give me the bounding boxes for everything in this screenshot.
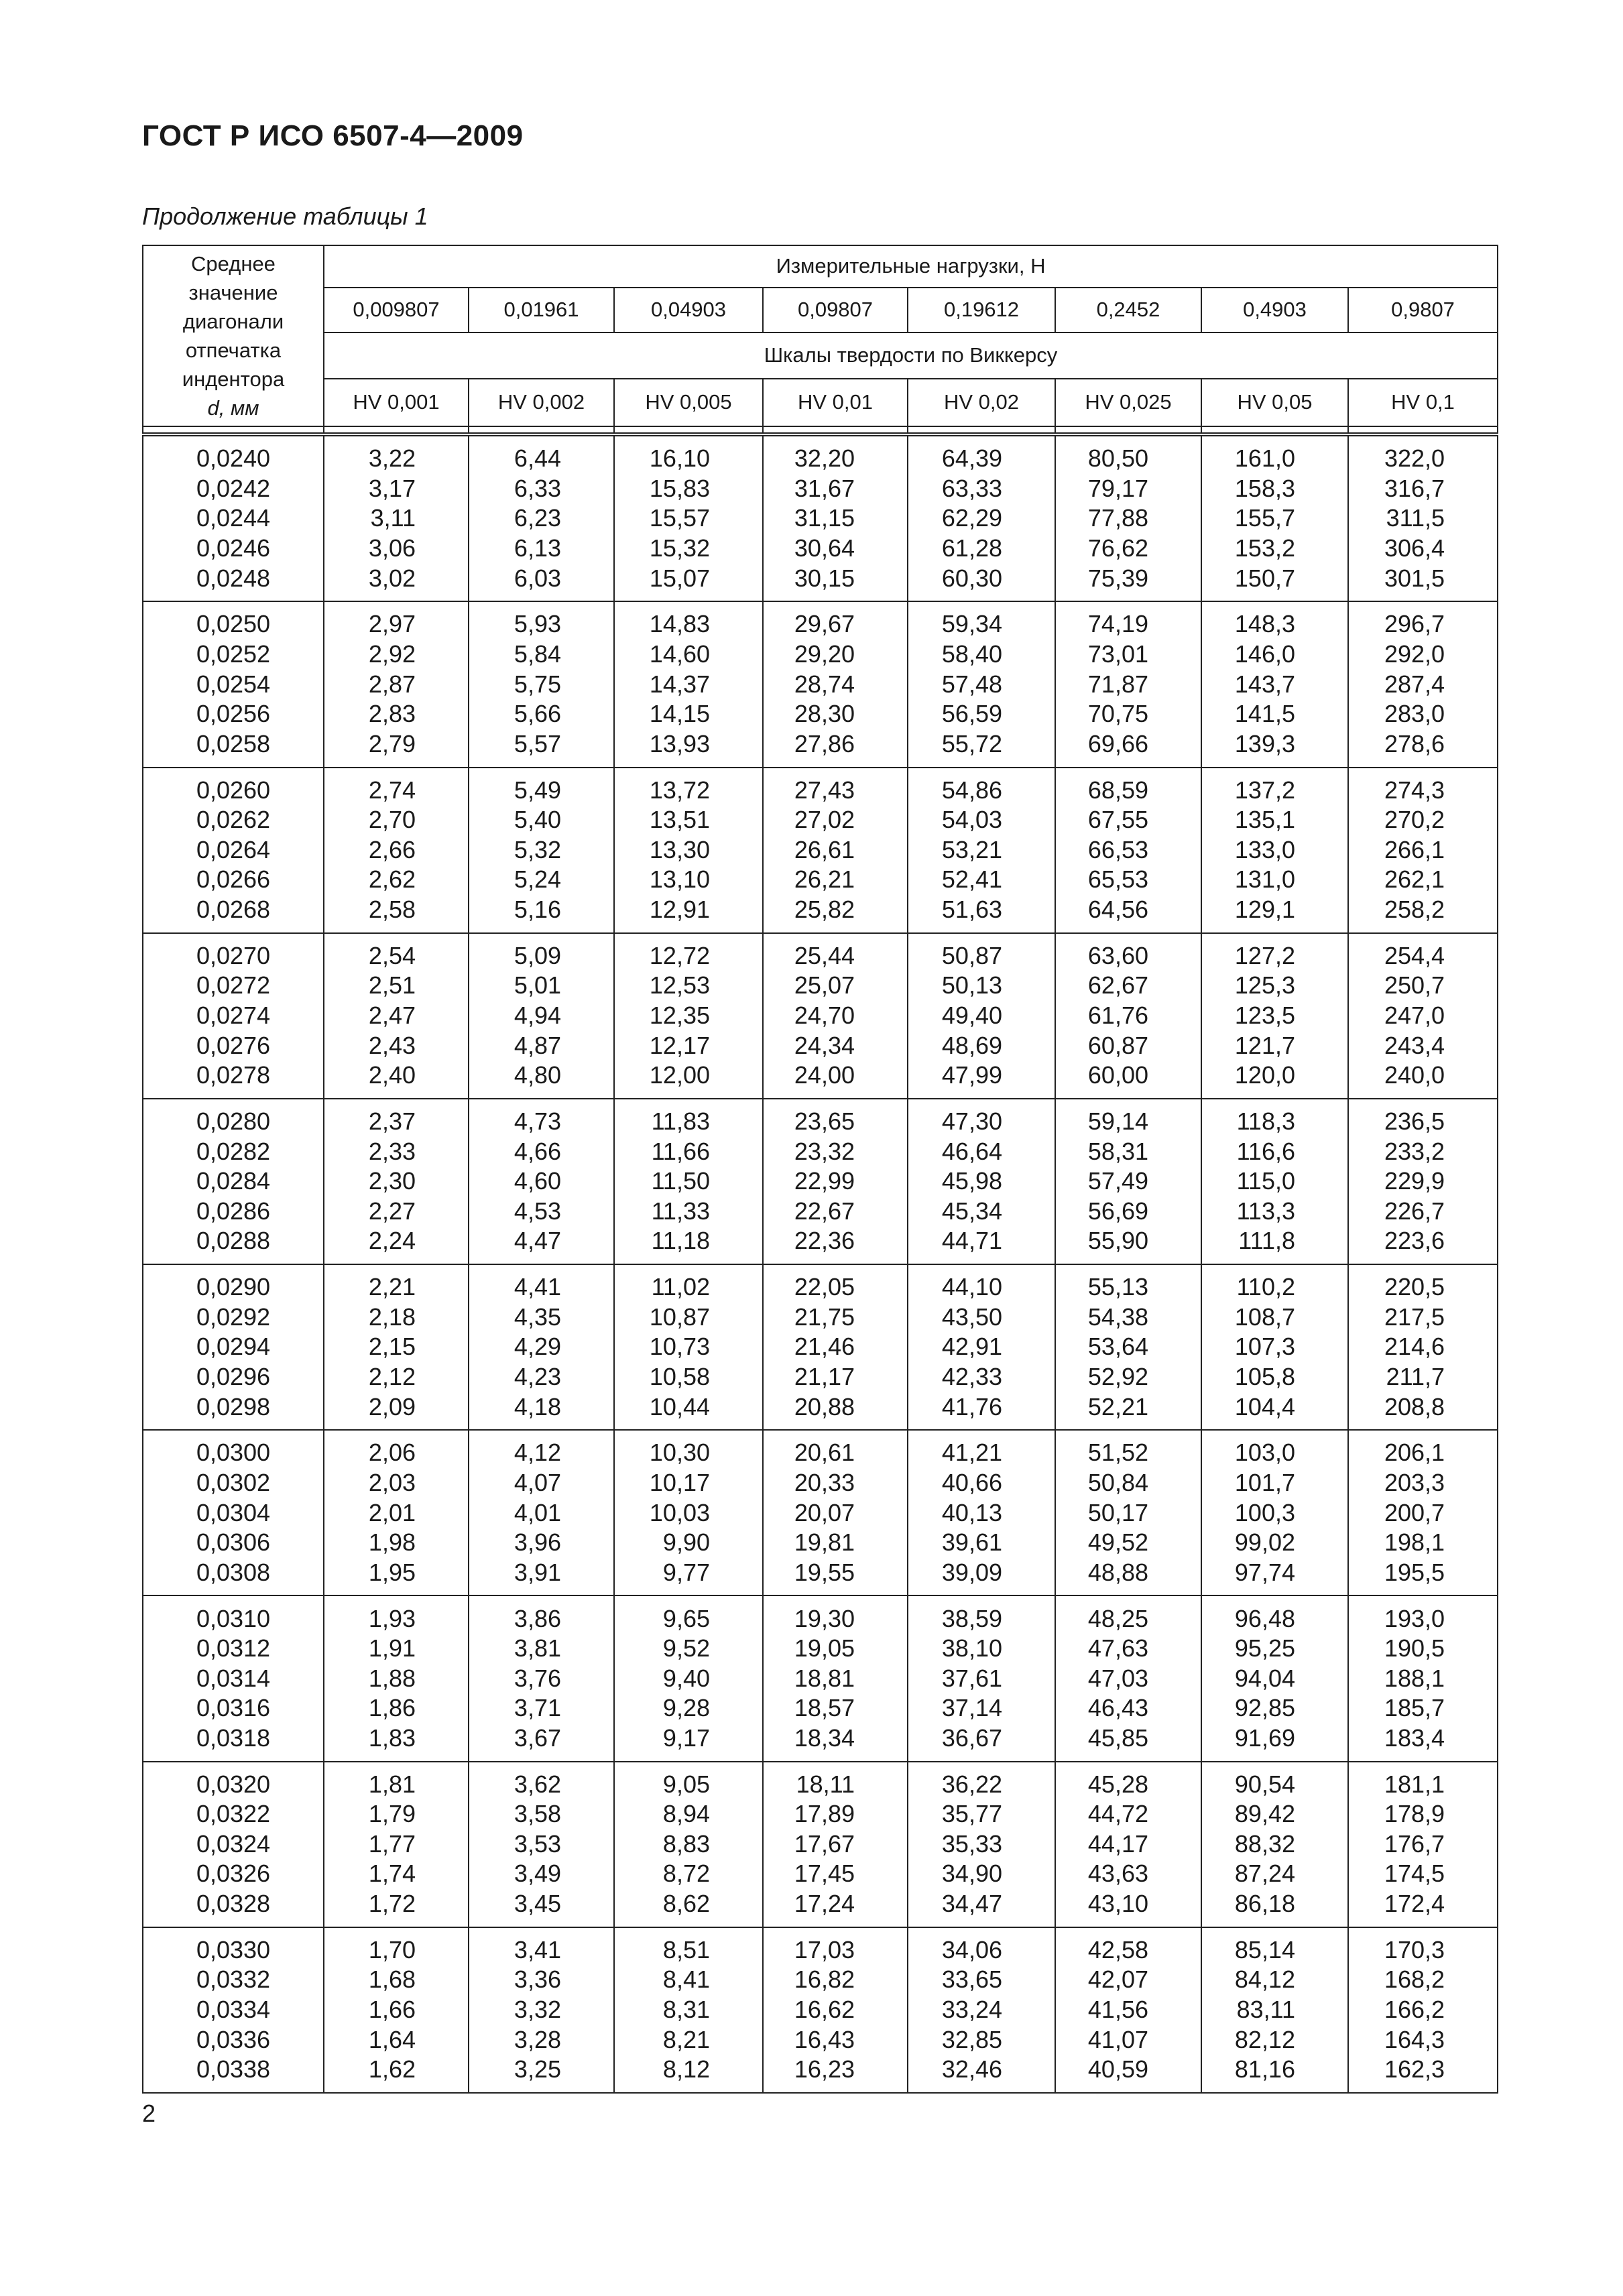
document-title: ГОСТ Р ИСО 6507-4—2009 xyxy=(142,119,524,152)
hardness-cell: 181,1 178,9 176,7 174,5 172,4 xyxy=(1348,1762,1498,1927)
hardness-cell: 4,73 4,66 4,60 4,53 4,47 xyxy=(469,1099,614,1264)
hardness-cell: 63,60 62,67 61,76 60,87 60,00 xyxy=(1055,933,1201,1099)
hardness-cell: 59,14 58,31 57,49 56,69 55,90 xyxy=(1055,1099,1201,1264)
hardness-cell: 5,93 5,84 5,75 5,66 5,57 xyxy=(469,601,614,767)
hardness-cell: 3,41 3,36 3,32 3,28 3,25 xyxy=(469,1927,614,2093)
diagonal-cell: 0,0300 0,0302 0,0304 0,0306 0,0308 xyxy=(143,1430,324,1595)
hardness-cell: 32,20 31,67 31,15 30,64 30,15 xyxy=(763,434,908,601)
hardness-cell: 10,30 10,17 10,03 9,90 9,77 xyxy=(614,1430,763,1595)
hardness-cell: 8,51 8,41 8,31 8,21 8,12 xyxy=(614,1927,763,2093)
hardness-cell: 127,2 125,3 123,5 121,7 120,0 xyxy=(1201,933,1348,1099)
hardness-cell: 2,06 2,03 2,01 1,98 1,95 xyxy=(324,1430,469,1595)
hardness-cell: 2,21 2,18 2,15 2,12 2,09 xyxy=(324,1264,469,1430)
hardness-cell: 41,21 40,66 40,13 39,61 39,09 xyxy=(908,1430,1055,1595)
hardness-cell: 80,50 79,17 77,88 76,62 75,39 xyxy=(1055,434,1201,601)
hardness-cell: 137,2 135,1 133,0 131,0 129,1 xyxy=(1201,768,1348,933)
load-header: 0,19612 xyxy=(908,288,1055,333)
hardness-cell: 42,58 42,07 41,56 41,07 40,59 xyxy=(1055,1927,1201,2093)
diagonal-cell: 0,0290 0,0292 0,0294 0,0296 0,0298 xyxy=(143,1264,324,1430)
diagonal-header-line: Среднее xyxy=(191,252,276,276)
hardness-cell: 118,3 116,6 115,0 113,3 111,8 xyxy=(1201,1099,1348,1264)
scale-header: HV 0,05 xyxy=(1201,379,1348,426)
hardness-cell: 3,22 3,17 3,11 3,06 3,02 xyxy=(324,434,469,601)
diagonal-header-line: отпечатка xyxy=(185,339,282,362)
hardness-cell: 64,39 63,33 62,29 61,28 60,30 xyxy=(908,434,1055,601)
separator-cell xyxy=(143,426,324,434)
load-header: 0,2452 xyxy=(1055,288,1201,333)
hardness-cell: 6,44 6,33 6,23 6,13 6,03 xyxy=(469,434,614,601)
load-header: 0,009807 xyxy=(324,288,469,333)
loads-group-header: Измерительные нагрузки, Н xyxy=(324,245,1498,288)
hardness-cell: 1,93 1,91 1,88 1,86 1,83 xyxy=(324,1595,469,1761)
hardness-cell: 50,87 50,13 49,40 48,69 47,99 xyxy=(908,933,1055,1099)
scale-header: HV 0,01 xyxy=(763,379,908,426)
table-row-group xyxy=(143,1099,1498,1264)
hardness-cell: 19,30 19,05 18,81 18,57 18,34 xyxy=(763,1595,908,1761)
hardness-cell: 22,05 21,75 21,46 21,17 20,88 xyxy=(763,1264,908,1430)
hardness-cell: 322,0 316,7 311,5 306,4 301,5 xyxy=(1348,434,1498,601)
hardness-cell: 12,72 12,53 12,35 12,17 12,00 xyxy=(614,933,763,1099)
scales-group-header: Шкалы твердости по Виккерсу xyxy=(324,333,1498,379)
hardness-cell: 48,25 47,63 47,03 46,43 45,85 xyxy=(1055,1595,1201,1761)
hardness-cell: 220,5 217,5 214,6 211,7 208,8 xyxy=(1348,1264,1498,1430)
diagonal-cell: 0,0330 0,0332 0,0334 0,0336 0,0338 xyxy=(143,1927,324,2093)
hardness-table xyxy=(142,245,1498,2094)
hardness-cell: 9,65 9,52 9,40 9,28 9,17 xyxy=(614,1595,763,1761)
hardness-cell: 47,30 46,64 45,98 45,34 44,71 xyxy=(908,1099,1055,1264)
hardness-cell: 274,3 270,2 266,1 262,1 258,2 xyxy=(1348,768,1498,933)
table-row-group xyxy=(143,1927,1498,2093)
diagonal-header-line: индентора xyxy=(182,367,285,391)
separator-cell xyxy=(1055,426,1201,434)
hardness-cell: 74,19 73,01 71,87 70,75 69,66 xyxy=(1055,601,1201,767)
scale-header: HV 0,005 xyxy=(614,379,763,426)
hardness-cell: 27,43 27,02 26,61 26,21 25,82 xyxy=(763,768,908,933)
diagonal-cell: 0,0270 0,0272 0,0274 0,0276 0,0278 xyxy=(143,933,324,1099)
hardness-cell: 3,62 3,58 3,53 3,49 3,45 xyxy=(469,1762,614,1927)
separator-cell xyxy=(1348,426,1498,434)
hardness-cell: 96,48 95,25 94,04 92,85 91,69 xyxy=(1201,1595,1348,1761)
hardness-cell: 23,65 23,32 22,99 22,67 22,36 xyxy=(763,1099,908,1264)
hardness-cell: 2,97 2,92 2,87 2,83 2,79 xyxy=(324,601,469,767)
scale-header: HV 0,001 xyxy=(324,379,469,426)
hardness-cell: 13,72 13,51 13,30 13,10 12,91 xyxy=(614,768,763,933)
load-header: 0,4903 xyxy=(1201,288,1348,333)
hardness-cell: 14,83 14,60 14,37 14,15 13,93 xyxy=(614,601,763,767)
table-row-group xyxy=(143,1430,1498,1595)
table-caption: Продолжение таблицы 1 xyxy=(142,202,428,230)
diagonal-cell: 0,0250 0,0252 0,0254 0,0256 0,0258 xyxy=(143,601,324,767)
hardness-cell: 55,13 54,38 53,64 52,92 52,21 xyxy=(1055,1264,1201,1430)
hardness-cell: 3,86 3,81 3,76 3,71 3,67 xyxy=(469,1595,614,1761)
separator-cell xyxy=(469,426,614,434)
load-header: 0,01961 xyxy=(469,288,614,333)
diagonal-cell: 0,0240 0,0242 0,0244 0,0246 0,0248 xyxy=(143,434,324,601)
separator-cell xyxy=(324,426,469,434)
diagonal-cell: 0,0320 0,0322 0,0324 0,0326 0,0328 xyxy=(143,1762,324,1927)
diagonal-cell: 0,0310 0,0312 0,0314 0,0316 0,0318 xyxy=(143,1595,324,1761)
table-row-group xyxy=(143,434,1498,601)
hardness-cell: 16,10 15,83 15,57 15,32 15,07 xyxy=(614,434,763,601)
hardness-cell: 59,34 58,40 57,48 56,59 55,72 xyxy=(908,601,1055,767)
hardness-cell: 51,52 50,84 50,17 49,52 48,88 xyxy=(1055,1430,1201,1595)
table-body xyxy=(143,434,1498,2093)
hardness-cell: 36,22 35,77 35,33 34,90 34,47 xyxy=(908,1762,1055,1927)
hardness-cell: 44,10 43,50 42,91 42,33 41,76 xyxy=(908,1264,1055,1430)
hardness-cell: 11,02 10,87 10,73 10,58 10,44 xyxy=(614,1264,763,1430)
hardness-cell: 17,03 16,82 16,62 16,43 16,23 xyxy=(763,1927,908,2093)
hardness-cell: 148,3 146,0 143,7 141,5 139,3 xyxy=(1201,601,1348,767)
hardness-cell: 20,61 20,33 20,07 19,81 19,55 xyxy=(763,1430,908,1595)
table-row-group xyxy=(143,1264,1498,1430)
table-row-group xyxy=(143,768,1498,933)
hardness-cell: 54,86 54,03 53,21 52,41 51,63 xyxy=(908,768,1055,933)
table-row-group xyxy=(143,933,1498,1099)
hardness-cell: 34,06 33,65 33,24 32,85 32,46 xyxy=(908,1927,1055,2093)
separator-cell xyxy=(908,426,1055,434)
hardness-cell: 9,05 8,94 8,83 8,72 8,62 xyxy=(614,1762,763,1927)
hardness-cell: 161,0 158,3 155,7 153,2 150,7 xyxy=(1201,434,1348,601)
scale-header: HV 0,1 xyxy=(1348,379,1498,426)
hardness-cell: 68,59 67,55 66,53 65,53 64,56 xyxy=(1055,768,1201,933)
hardness-cell: 5,09 5,01 4,94 4,87 4,80 xyxy=(469,933,614,1099)
separator-cell xyxy=(763,426,908,434)
hardness-cell: 45,28 44,72 44,17 43,63 43,10 xyxy=(1055,1762,1201,1927)
hardness-cell: 110,2 108,7 107,3 105,8 104,4 xyxy=(1201,1264,1348,1430)
hardness-cell: 18,11 17,89 17,67 17,45 17,24 xyxy=(763,1762,908,1927)
separator-cell xyxy=(1201,426,1348,434)
hardness-cell: 4,41 4,35 4,29 4,23 4,18 xyxy=(469,1264,614,1430)
hardness-cell: 103,0 101,7 100,3 99,02 97,74 xyxy=(1201,1430,1348,1595)
table-row-group xyxy=(143,1762,1498,1927)
hardness-cell: 193,0 190,5 188,1 185,7 183,4 xyxy=(1348,1595,1498,1761)
separator-cell xyxy=(614,426,763,434)
hardness-cell: 4,12 4,07 4,01 3,96 3,91 xyxy=(469,1430,614,1595)
header-separator xyxy=(143,426,1498,434)
hardness-cell: 236,5 233,2 229,9 226,7 223,6 xyxy=(1348,1099,1498,1264)
scale-header: HV 0,002 xyxy=(469,379,614,426)
table-row-group xyxy=(143,1595,1498,1761)
hardness-cell: 2,37 2,33 2,30 2,27 2,24 xyxy=(324,1099,469,1264)
hardness-cell: 2,54 2,51 2,47 2,43 2,40 xyxy=(324,933,469,1099)
hardness-cell: 170,3 168,2 166,2 164,3 162,3 xyxy=(1348,1927,1498,2093)
diagonal-column-header xyxy=(143,245,324,426)
hardness-cell: 2,74 2,70 2,66 2,62 2,58 xyxy=(324,768,469,933)
hardness-cell: 206,1 203,3 200,7 198,1 195,5 xyxy=(1348,1430,1498,1595)
diagonal-cell: 0,0260 0,0262 0,0264 0,0266 0,0268 xyxy=(143,768,324,933)
table-row-group xyxy=(143,601,1498,767)
diagonal-header-line: значение xyxy=(188,281,278,304)
load-header: 0,09807 xyxy=(763,288,908,333)
load-header: 0,9807 xyxy=(1348,288,1498,333)
hardness-cell: 85,14 84,12 83,11 82,12 81,16 xyxy=(1201,1927,1348,2093)
hardness-cell: 90,54 89,42 88,32 87,24 86,18 xyxy=(1201,1762,1348,1927)
diagonal-header-line: диагонали xyxy=(182,310,284,333)
diagonal-cell: 0,0280 0,0282 0,0284 0,0286 0,0288 xyxy=(143,1099,324,1264)
page-number: 2 xyxy=(142,2100,156,2127)
hardness-cell: 11,83 11,66 11,50 11,33 11,18 xyxy=(614,1099,763,1264)
hardness-cell: 1,70 1,68 1,66 1,64 1,62 xyxy=(324,1927,469,2093)
diagonal-header-line: d, мм xyxy=(207,396,259,420)
hardness-cell: 5,49 5,40 5,32 5,24 5,16 xyxy=(469,768,614,933)
scale-header: HV 0,025 xyxy=(1055,379,1201,426)
hardness-cell: 1,81 1,79 1,77 1,74 1,72 xyxy=(324,1762,469,1927)
hardness-cell: 25,44 25,07 24,70 24,34 24,00 xyxy=(763,933,908,1099)
load-header: 0,04903 xyxy=(614,288,763,333)
hardness-cell: 254,4 250,7 247,0 243,4 240,0 xyxy=(1348,933,1498,1099)
hardness-cell: 38,59 38,10 37,61 37,14 36,67 xyxy=(908,1595,1055,1761)
scale-header: HV 0,02 xyxy=(908,379,1055,426)
hardness-cell: 29,67 29,20 28,74 28,30 27,86 xyxy=(763,601,908,767)
hardness-cell: 296,7 292,0 287,4 283,0 278,6 xyxy=(1348,601,1498,767)
